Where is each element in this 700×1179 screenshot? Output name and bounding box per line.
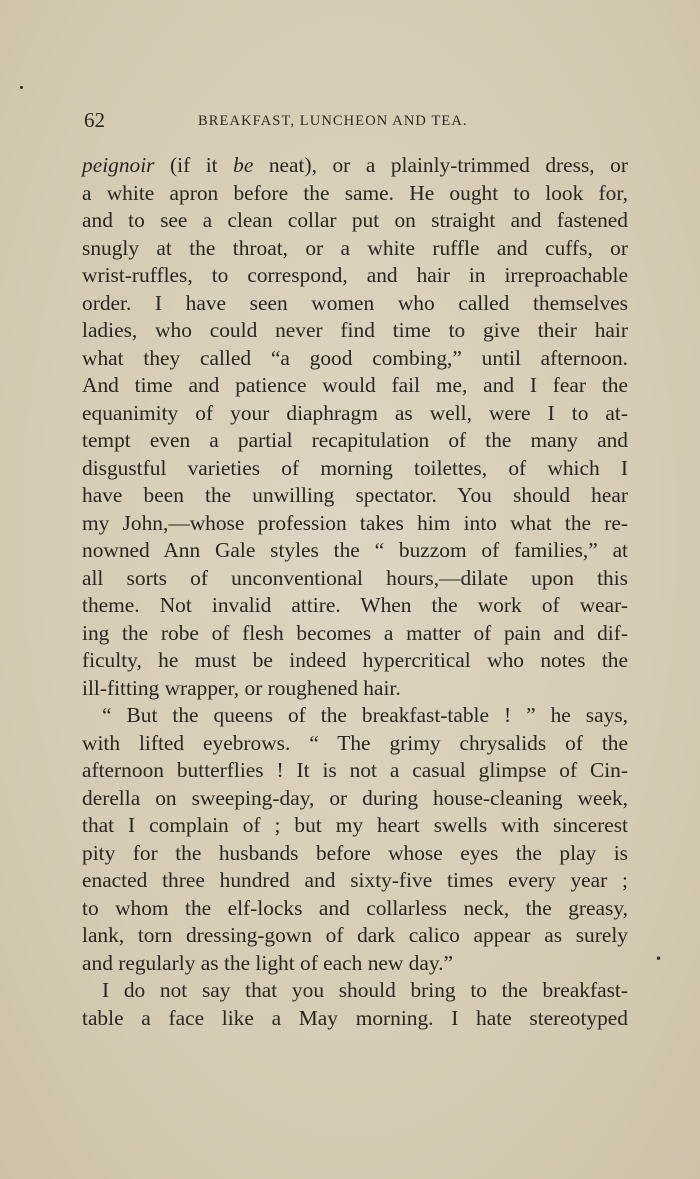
text-line: that I complain of ; but my heart swells with sincerest: [82, 813, 628, 837]
text-line: ing the robe of flesh becomes a matter of pain and dif-: [82, 620, 628, 645]
text-line: ill-fitting wrapper, or roughened hair.: [82, 675, 401, 700]
text-line: peignoir (if it be neat), or a plainly-trimmed dress, or: [82, 153, 628, 177]
text-line: theme. Not invalid attire. When the work of wear-: [82, 593, 628, 617]
text-line: and to see a clean collar put on straight and fastened: [82, 208, 628, 232]
text-line: enacted three hundred and sixty-five times every year ;: [82, 868, 628, 892]
text-line: afternoon butterflies ! It is not a casual glimpse of Cin-: [82, 758, 628, 782]
body-text: [82, 152, 628, 1032]
text-line: equanimity of your diaphragm as well, were I to at-: [82, 400, 628, 425]
running-title: BREAKFAST, LUNCHEON AND TEA.: [198, 113, 468, 129]
text-line: pity for the husbands before whose eyes the play is: [82, 840, 628, 865]
text-line: a white apron before the same. He ought to look for,: [82, 180, 628, 205]
text-line: table a face like a May morning. I hate stereotyped: [82, 1005, 628, 1030]
text-line: “ But the queens of the breakfast-table ! ” he says,: [102, 703, 628, 727]
text-line: have been the unwilling spectator. You should hear: [82, 483, 628, 507]
text-line: ladies, who could never find time to give their hair: [82, 318, 628, 342]
text-line: order. I have seen women who called themselves: [82, 290, 628, 315]
text-line: snugly at the throat, or a white ruffle and cuffs, or: [82, 235, 628, 260]
page-number: 62: [84, 108, 105, 132]
text-line: and regularly as the light of each new day.”: [82, 950, 454, 975]
text-line: ficulty, he must be indeed hypercritical who notes the: [82, 648, 628, 672]
text-line: And time and patience would fail me, and I fear the: [82, 373, 628, 397]
text-line: wrist-ruffles, to correspond, and hair in irreproachable: [82, 263, 628, 287]
text-line: lank, torn dressing-gown of dark calico appear as surely: [82, 923, 628, 947]
text-line: tempt even a partial recapitulation of the many and: [82, 428, 628, 452]
text-line: with lifted eyebrows. “ The grimy chrysalids of the: [82, 730, 628, 755]
text-line: I do not say that you should bring to the breakfast-: [102, 978, 628, 1002]
ink-speck: [20, 86, 23, 89]
text-line: to whom the elf-locks and collarless neck, the greasy,: [82, 895, 628, 920]
margin-mark: •: [655, 952, 663, 966]
text-line: derella on sweeping-day, or during house-cleaning week,: [82, 785, 628, 810]
text-line: what they called “a good combing,” until afternoon.: [82, 345, 628, 370]
page-header: [84, 108, 516, 138]
text-line: all sorts of unconventional hours,—dilate upon this: [82, 565, 628, 590]
text-line: nowned Ann Gale styles the “ buzzom of families,” at: [82, 538, 628, 562]
text-line: disgustful varieties of morning toilettes, of which I: [82, 455, 628, 480]
text-line: my John,—whose profession takes him into what the re-: [82, 510, 628, 535]
